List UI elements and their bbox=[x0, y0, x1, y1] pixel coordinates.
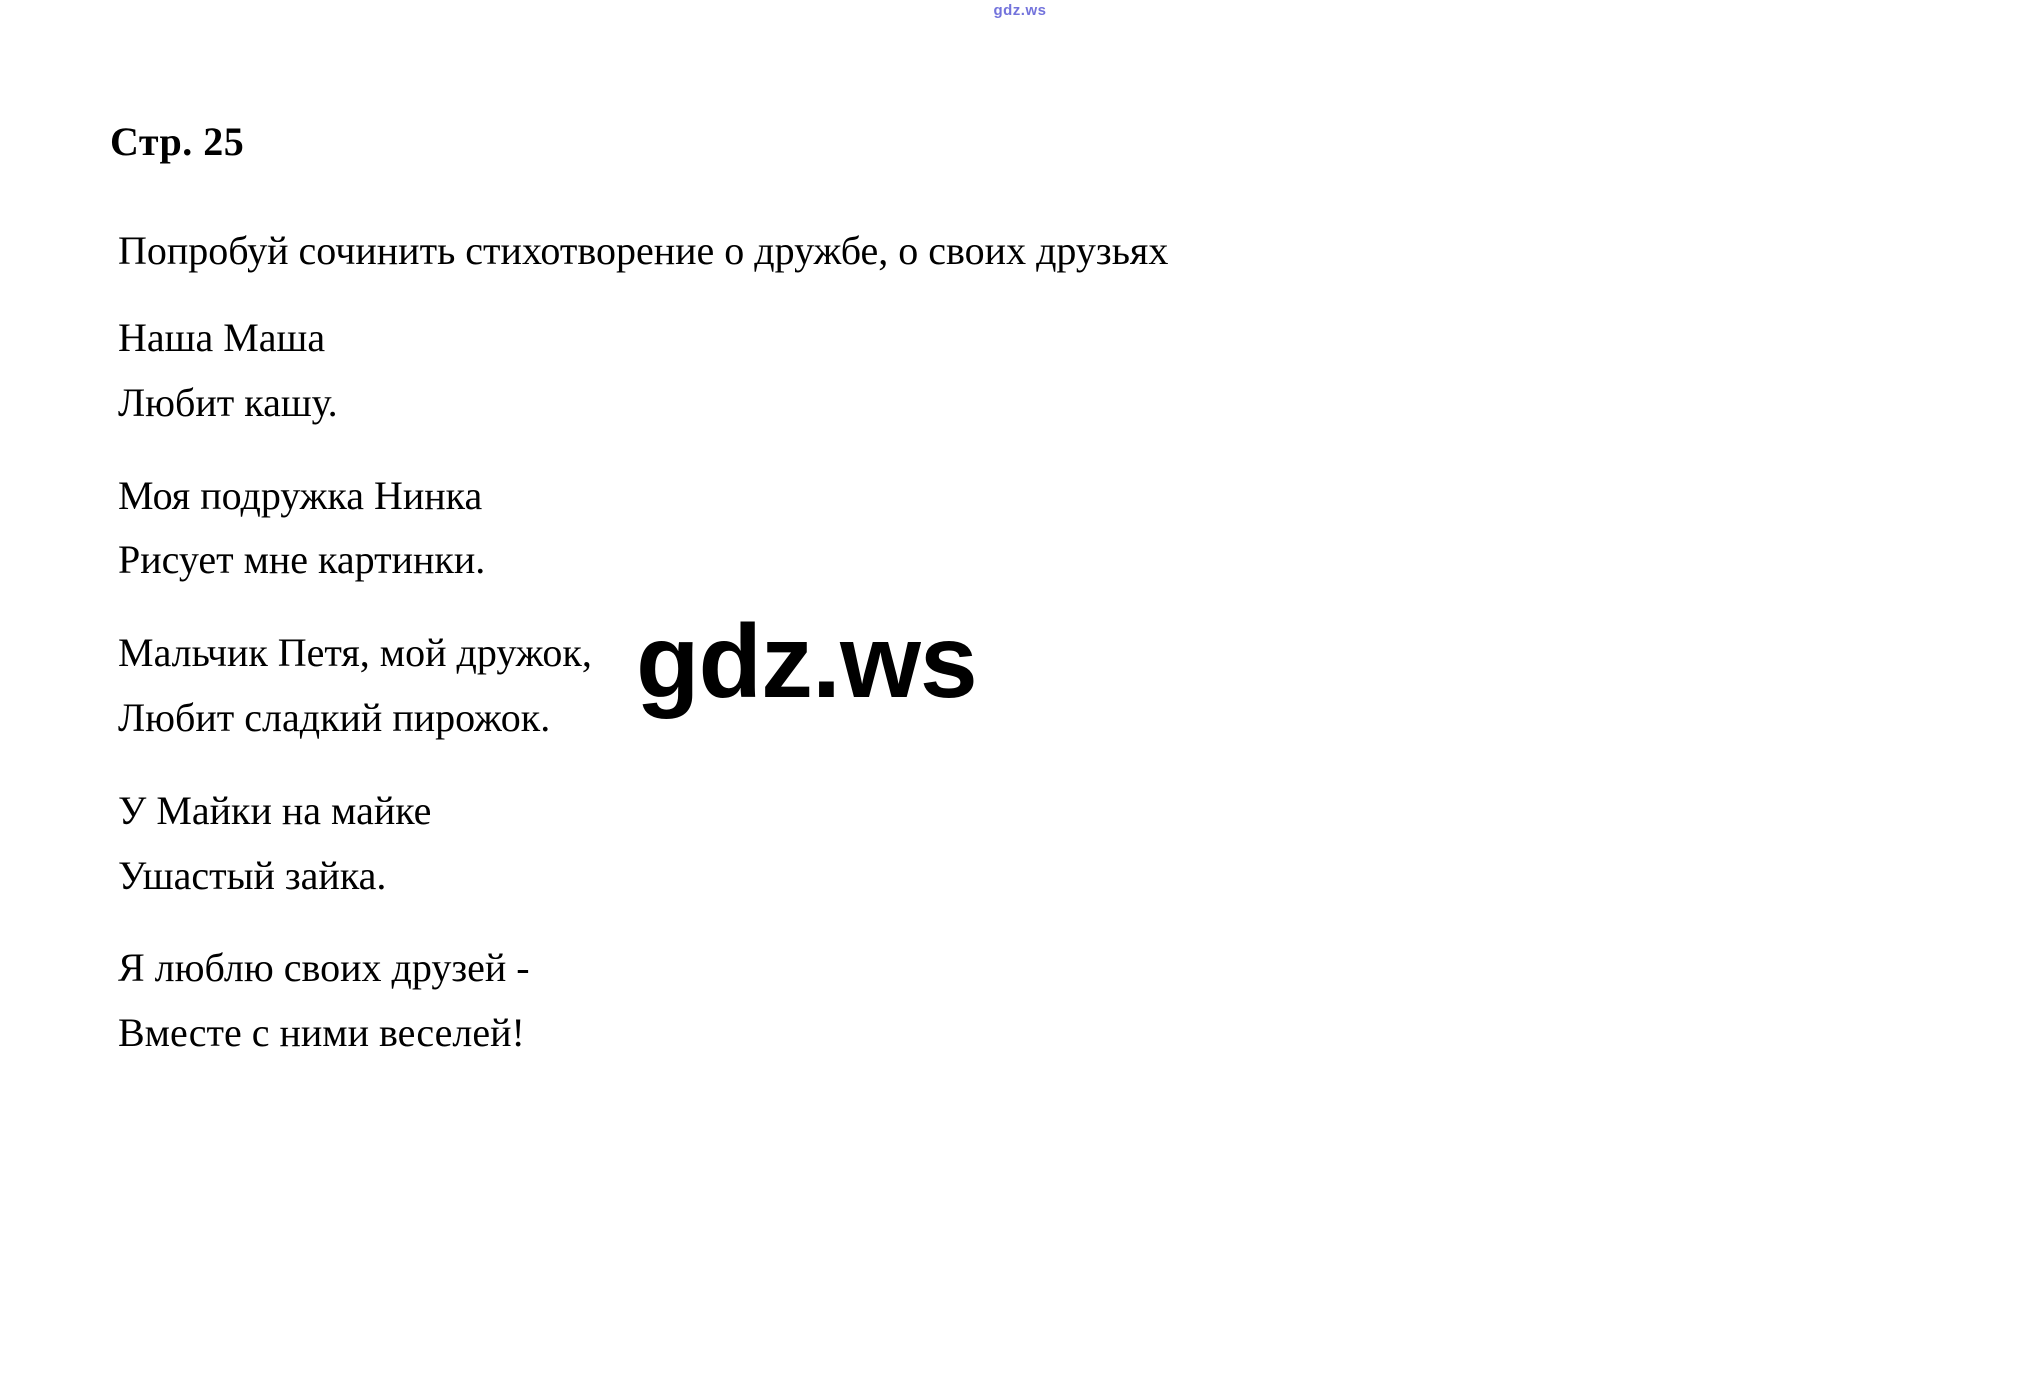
stanza bbox=[118, 779, 1810, 909]
verse-line: Ушастый зайка. bbox=[118, 852, 387, 898]
page-title: Стр. 25 bbox=[110, 119, 245, 164]
stanza bbox=[118, 306, 1810, 436]
verse-line: Любит кашу. bbox=[118, 379, 338, 425]
verse-line: Мальчик Петя, мой дружок, bbox=[118, 630, 592, 676]
stanza bbox=[118, 464, 1810, 594]
verse-line: У Майки на майке bbox=[118, 787, 432, 833]
verse-line: Любит сладкий пирожок. bbox=[118, 694, 551, 740]
top-watermark: gdz.ws bbox=[993, 2, 1047, 19]
task-prompt: Попробуй сочинить стихотворение о дружбе, о своих друзьях bbox=[118, 228, 1169, 273]
verse-line: Моя подружка Нинка bbox=[118, 472, 483, 518]
verse-line: Я люблю своих друзей - bbox=[118, 945, 530, 991]
stanza bbox=[118, 936, 1810, 1066]
verse-line: Рисует мне картинки. bbox=[118, 537, 486, 583]
center-watermark: gdz.ws bbox=[636, 604, 977, 720]
verse-line: Вместе с ними веселей! bbox=[118, 1010, 525, 1056]
verse-line: Наша Маша bbox=[118, 315, 326, 360]
